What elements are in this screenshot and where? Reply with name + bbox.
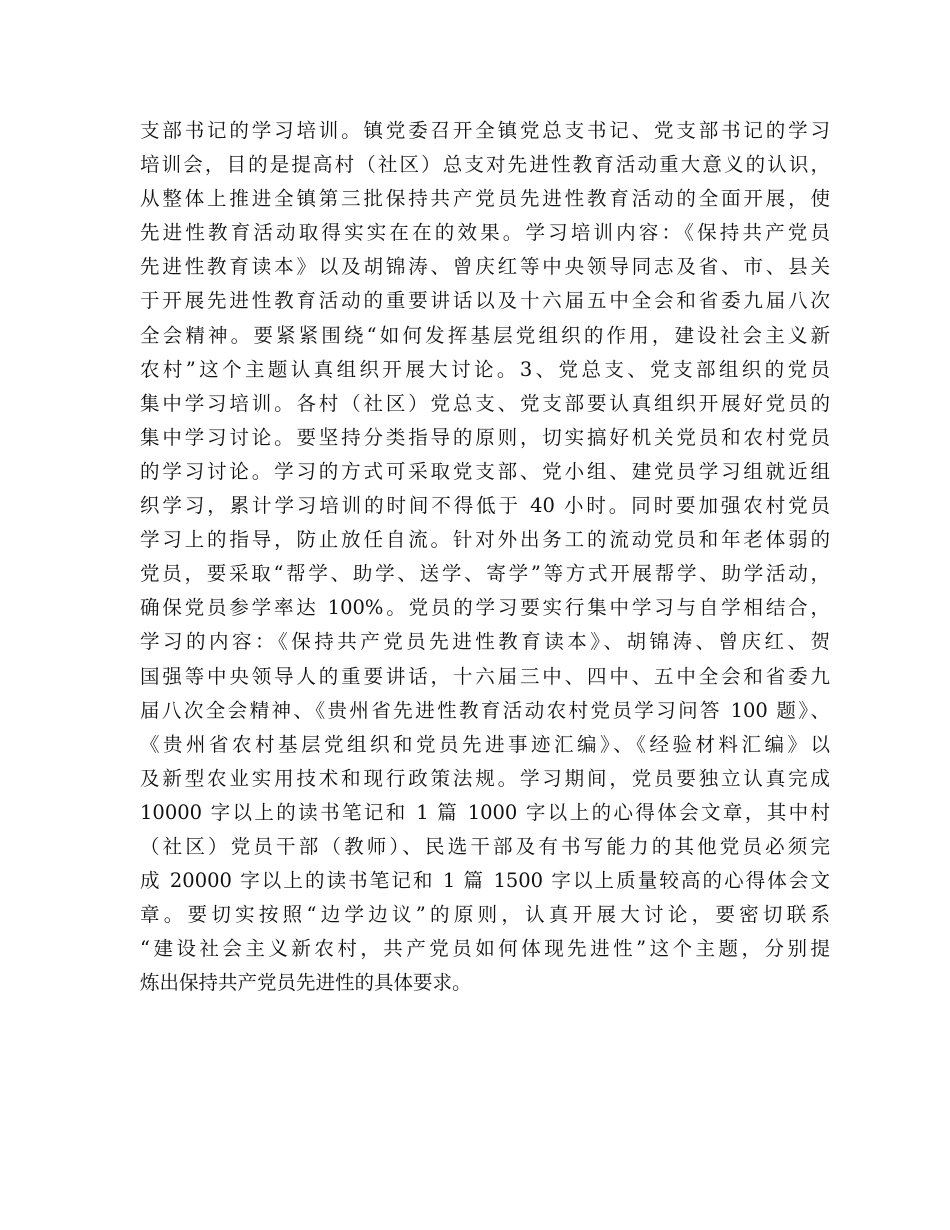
paragraph-line: 集中学习培训。各村（社区）党总支、党支部要认真组织开展好党员的 (140, 391, 830, 415)
paragraph-line: 及新型农业实用技术和现行政策法规。学习期间，党员要独立认真完成 (140, 766, 830, 790)
paragraph-line: 先进性教育读本》以及胡锦涛、曾庆红等中央领导同志及省、市、县关 (140, 255, 830, 279)
paragraph-line: 织学习，累计学习培训的时间不得低于 40 小时。同时要加强农村党员 (140, 494, 830, 518)
paragraph-line: 从整体上推进全镇第三批保持共产党员先进性教育活动的全面开展，使 (140, 187, 830, 211)
paragraph-line: 党员，要采取“帮学、助学、送学、寄学”等方式开展帮学、助学活动， (140, 562, 830, 586)
paragraph-line: 集中学习讨论。要坚持分类指导的原则，切实搞好机关党员和农村党员 (140, 425, 830, 449)
body-paragraph (140, 114, 830, 1000)
paragraph-line: 培训会，目的是提高村（社区）总支对先进性教育活动重大意义的认识， (140, 153, 830, 177)
paragraph-line: 全会精神。要紧紧围绕“如何发挥基层党组织的作用，建设社会主义新 (140, 323, 830, 347)
paragraph-line: 农村”这个主题认真组织开展大讨论。3、党总支、党支部组织的党员 (140, 357, 830, 381)
paragraph-line: “建设社会主义新农村，共产党员如何体现先进性”这个主题，分别提 (140, 937, 830, 961)
paragraph-line: 10000 字以上的读书笔记和 1 篇 1000 字以上的心得体会文章，其中村 (140, 800, 830, 824)
paragraph-line: 学习上的指导，防止放任自流。针对外出务工的流动党员和年老体弱的 (140, 528, 830, 552)
paragraph-line: 于开展先进性教育活动的重要讲话以及十六届五中全会和省委九届八次 (140, 289, 830, 313)
paragraph-line: 章。要切实按照“边学边议”的原则，认真开展大讨论，要密切联系 (140, 903, 830, 927)
paragraph-line: 届八次全会精神、《贵州省先进性教育活动农村党员学习问答 100 题》、 (140, 698, 830, 722)
paragraph-line: 《贵州省农村基层党组织和党员先进事迹汇编》、《经验材料汇编》以 (140, 732, 830, 756)
paragraph-line: （社区）党员干部（教师）、民选干部及有书写能力的其他党员必须完 (140, 834, 830, 858)
paragraph-line: 炼出保持共产党员先进性的具体要求。 (140, 971, 472, 995)
paragraph-line: 的学习讨论。学习的方式可采取党支部、党小组、建党员学习组就近组 (140, 459, 830, 483)
paragraph-line: 确保党员参学率达 100%。党员的学习要实行集中学习与自学相结合， (140, 596, 830, 620)
paragraph-line: 支部书记的学习培训。镇党委召开全镇党总支书记、党支部书记的学习 (140, 119, 830, 142)
paragraph-line: 先进性教育活动取得实实在在的效果。学习培训内容：《保持共产党员 (140, 221, 830, 245)
paragraph-line: 学习的内容：《保持共产党员先进性教育读本》、胡锦涛、曾庆红、贺 (140, 630, 830, 654)
paragraph-line: 成 20000 字以上的读书笔记和 1 篇 1500 字以上质量较高的心得体会文 (140, 869, 830, 893)
paragraph-line: 国强等中央领导人的重要讲话，十六届三中、四中、五中全会和省委九 (140, 664, 830, 688)
